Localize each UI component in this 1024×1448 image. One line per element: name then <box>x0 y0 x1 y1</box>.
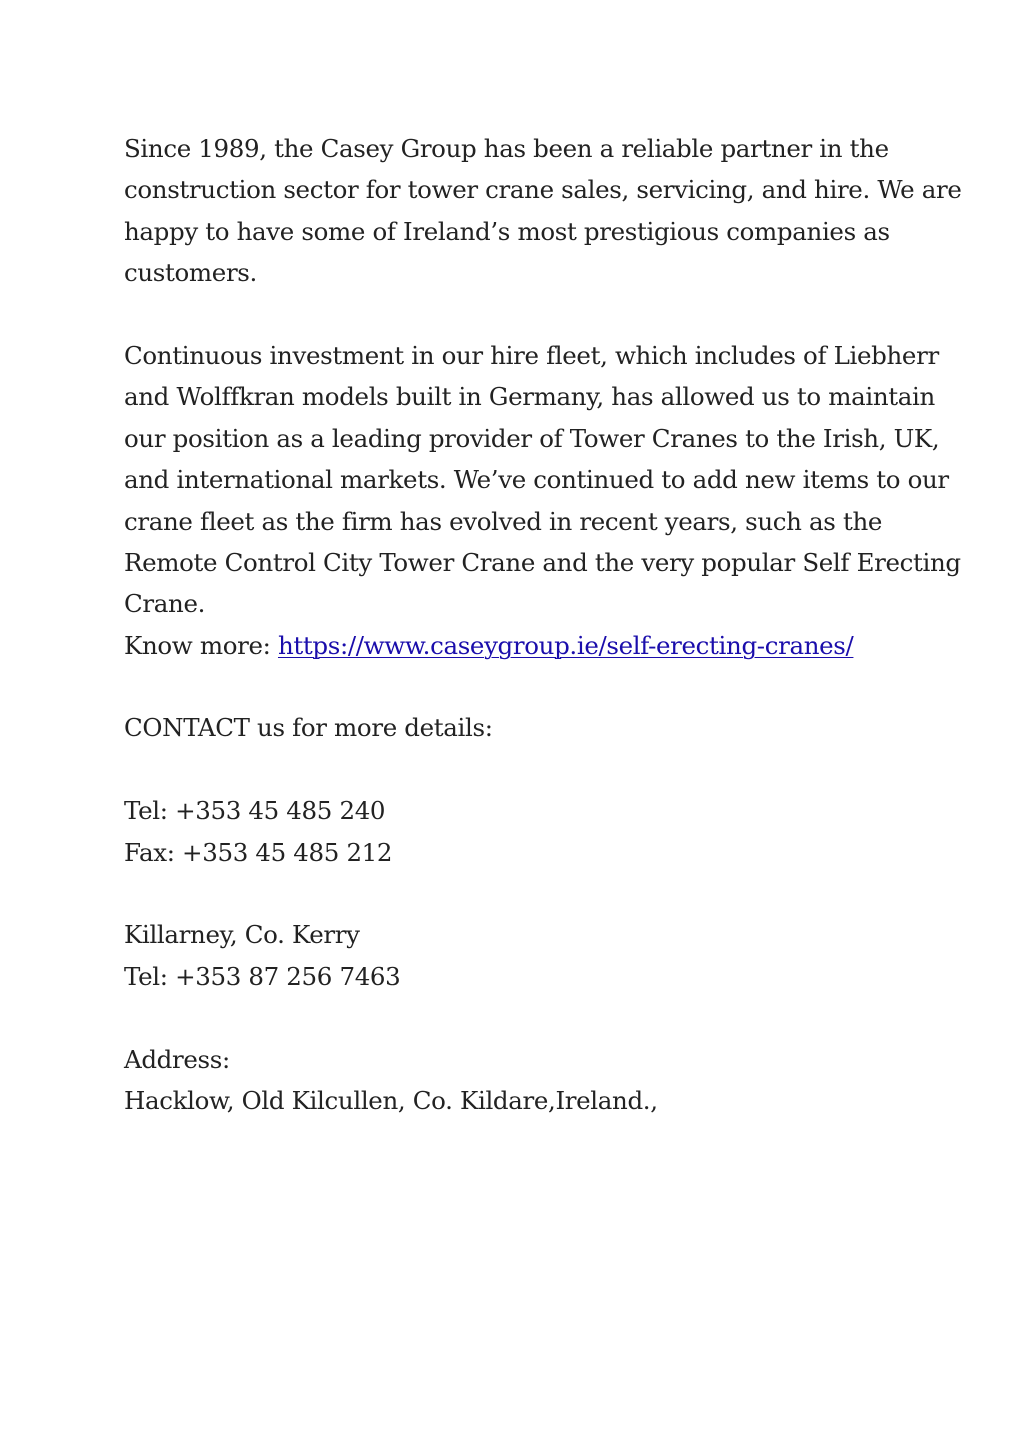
fleet-line: Remote Control City Tower Crane and the very popular Self Erecting <box>124 547 961 577</box>
know-more-label: Know more: <box>124 630 278 660</box>
fleet-paragraph <box>124 335 961 666</box>
contact-heading: CONTACT us for more details: <box>124 713 493 743</box>
address-block <box>124 1039 914 1122</box>
fleet-line: and Wolffkran models built in Germany, has allowed us to maintain <box>124 382 935 412</box>
intro-line: customers. <box>124 258 257 288</box>
killarney-office <box>124 914 914 997</box>
intro-line: construction sector for tower crane sales, servicing, and hire. We are <box>124 175 962 205</box>
document-page <box>124 128 962 1121</box>
intro-line: Since 1989, the Casey Group has been a reliable partner in the <box>124 134 889 163</box>
fleet-line: Crane. <box>124 589 206 619</box>
paragraph-spacer <box>124 749 914 790</box>
contact-numbers <box>124 790 914 873</box>
fleet-line: Continuous investment in our hire fleet, which includes of Liebherr <box>124 340 939 370</box>
killarney-location: Killarney, Co. Kerry <box>124 920 360 950</box>
paragraph-spacer <box>124 873 914 914</box>
fleet-line: and international markets. We’ve continued to add new items to our <box>124 465 949 495</box>
killarney-tel: Tel: +353 87 256 7463 <box>124 961 401 991</box>
intro-paragraph <box>124 128 962 294</box>
paragraph-spacer <box>124 666 914 707</box>
address-label: Address: <box>124 1044 230 1074</box>
paragraph-spacer <box>124 997 914 1038</box>
intro-line: happy to have some of Ireland’s most prestigious companies as <box>124 216 890 246</box>
fleet-line: crane fleet as the firm has evolved in recent years, such as the <box>124 506 883 536</box>
self-erecting-cranes-link[interactable]: https://www.caseygroup.ie/self-erecting-cranes/ <box>277 630 854 660</box>
paragraph-spacer <box>124 294 914 335</box>
contact-fax: Fax: +353 45 485 212 <box>124 837 393 867</box>
contact-tel: Tel: +353 45 485 240 <box>124 796 386 826</box>
fleet-line: our position as a leading provider of Tower Cranes to the Irish, UK, <box>124 423 940 453</box>
know-more-line <box>124 625 914 666</box>
address-value: Hacklow, Old Kilcullen, Co. Kildare,Ireland., <box>124 1085 658 1115</box>
